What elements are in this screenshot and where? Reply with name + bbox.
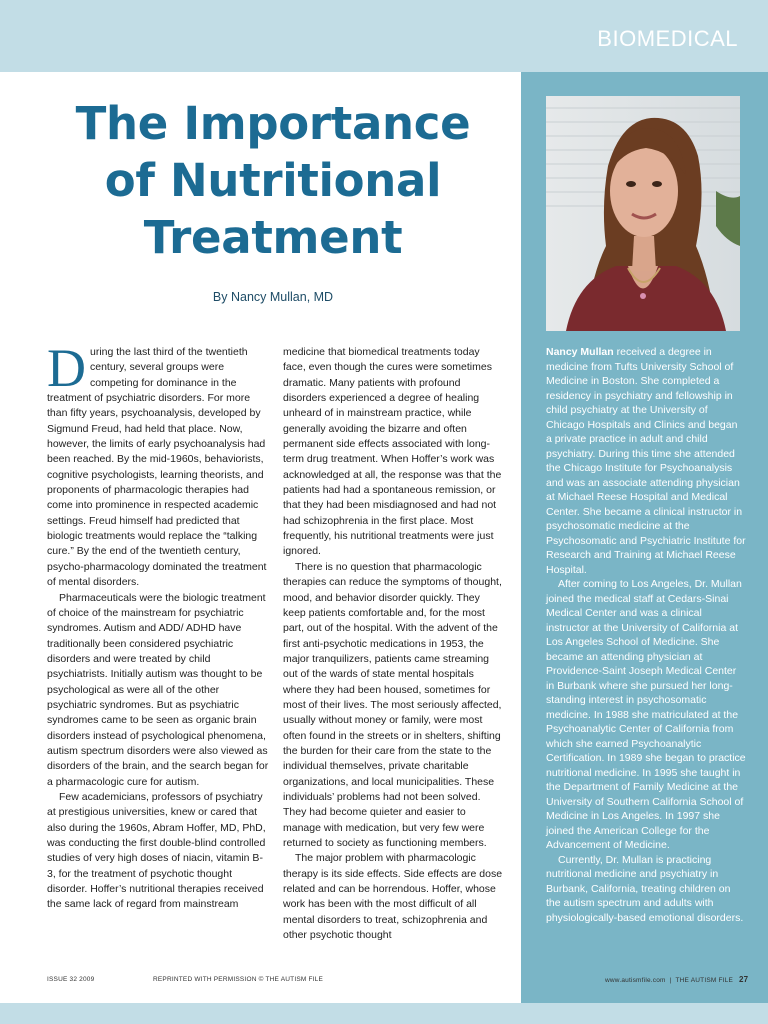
reprint-notice: REPRINTED WITH PERMISSION © THE AUTISM FILE xyxy=(153,976,324,983)
title-line-1: The Importance xyxy=(75,97,471,150)
drop-cap: D xyxy=(47,338,86,398)
paragraph: Pharmaceuticals were the biologic treatment of choice of the mainstream for psychiatric syndromes. Autism and ADD/ ADHD have traditionally been considered psychiatric disorders and were treated by child psychiatrists. Initially autism was thought to be psychological as were all of the other psychiatric syndromes. But as psychiatric syndromes came to be seen as organic brain disorders instead of psychological phenomena, autism spectrum disorders were also viewed as disorders of the brain, and the search began for a pharmacologic cure for autism. xyxy=(47,591,269,788)
byline: By Nancy Mullan, MD xyxy=(212,290,334,304)
header-band xyxy=(0,0,768,72)
bio-paragraph: Nancy Mullan received a degree in medicine from Tufts University School of Medicine in Boston. She completed a residency in psychiatry and fellowship in child psychiatry at the University of Chicago Hospitals and Clinics and began a private practice in adult and child psychiatry. During this time she attended the Chicago Institute for Psychoanalysis and was an associate attending physician at Michael Reese Hospital and Medical Center. She became a clinical instructor in psychosomatic medicine at the Psychosomatic and Psychiatric Institute for Research and Training at Michael Reese Hospital. xyxy=(546,346,746,576)
bio-name: Nancy Mullan xyxy=(546,346,614,358)
title-line-2: of Nutritional xyxy=(104,154,442,207)
footer-right xyxy=(605,975,757,984)
article-title xyxy=(40,95,506,266)
paragraph: The major problem with pharmacologic therapy is its side effects. Side effects are dose related and can be horrendous. Hoffer, whose work has been with the most difficult of all mental disorders to treat, schizophrenia and other psychotic thought xyxy=(283,852,503,942)
article-column-2 xyxy=(283,345,505,943)
paragraph: During the last third of the twentieth century, several groups were competing for dominance in the treatment of psychiatric disorders. For more than fifty years, psychoanalysis, developed by Sigmund Freud, had held that place. Now, however, the limits of early psychoanalysis had been reached. By the mid-1960s, behaviorists, cognitive psychologists, learning theorists, and proponents of pharmacologic therapies had come into prominence in respected academic settings. Freud himself had predicted that biologic treatments would replace the “talking cure.” By the end of the twentieth century, psycho-pharmacology dominated the treatment of mental disorders. xyxy=(47,338,267,589)
publication-name: THE AUTISM FILE xyxy=(675,977,734,984)
page-number: 27 xyxy=(739,975,749,984)
author-bio xyxy=(546,345,746,925)
paragraph: medicine that biomedical treatments today face, even though the cures were sometimes dramatic. Many patients with profound disorders experienced a degree of healing unheard of in mainstream practice, while generally avoiding the bizarre and often permanent side effects associated with long-term drug treatment. When Hoffer’s work was acknowledged at all, the response was that the patients had had a spontaneous remission, or that they had been misdiagnosed and had not had schizophrenia in the first place. Most frequently, his nutritional treatments were just ignored. xyxy=(283,346,502,558)
bio-paragraph: After coming to Los Angeles, Dr. Mullan joined the medical staff at Cedars-Sinai Medical Center and was a clinical instructor at the University of California at Los Angeles School of Medicine. She became an attending physician at Providence-Saint Joseph Medical Center in Burbank where she pursued her long-standing interest in psychosomatic medicine. In 1988 she matriculated at the Psychoanalytic Center of California from which she earned Psychoanalytic Certification. In 1989 she began to practice nutritional medicine. In 1995 she taught in the Department of Family Medicine at the University of Southern California School of Medicine in Los Angeles. In 1997 she joined the American College for the Advancement of Medicine. xyxy=(546,578,746,851)
footer-separator: | xyxy=(669,977,672,984)
title-line-3: Treatment xyxy=(143,211,403,264)
section-label: BIOMEDICAL xyxy=(597,26,738,51)
issue-label: ISSUE 32 2009 xyxy=(47,976,95,983)
article-column-1 xyxy=(47,338,269,913)
author-photo xyxy=(546,96,740,331)
bio-paragraph: Currently, Dr. Mullan is practicing nutritional medicine and psychiatry in Burbank, California, treating children on the autism spectrum and adults with physiologically-based emotional disorders. xyxy=(546,853,744,924)
website-link[interactable]: www.autismfile.com xyxy=(605,977,666,984)
footer-band xyxy=(0,1003,768,1024)
paragraph: There is no question that pharmacologic therapies can reduce the symptoms of thought, mood, and behavior disorder quickly. They keep patients comfortable and, for the most part, out of the hospital. With the advent of the first anti-psychotic medications in 1953, the major tranquilizers, patients came streaming out of the wards of state mental hospitals where they had been housed, sometimes for most of their lives. The most seriously affected, usually without money or family, were most often found in the streets or in shelters, shifting the burden for their care from the state to the individual themselves, private charitable organizations, and local municipalities. These individuals’ problems had not been solved. They had become quieter and easier to manage with medication, but very few were returned to society as functioning members. xyxy=(283,560,502,849)
paragraph: Few academicians, professors of psychiatry at prestigious universities, knew or cared that also during the 1960s, Abram Hoffer, MD, PhD, was conducting the first double-blind controlled studies of very high doses of niacin, vitamin B-3, for the treatment of psychotic thought disorder. Hoffer’s nutritional therapies received the same lack of regard from mainstream xyxy=(47,790,266,911)
